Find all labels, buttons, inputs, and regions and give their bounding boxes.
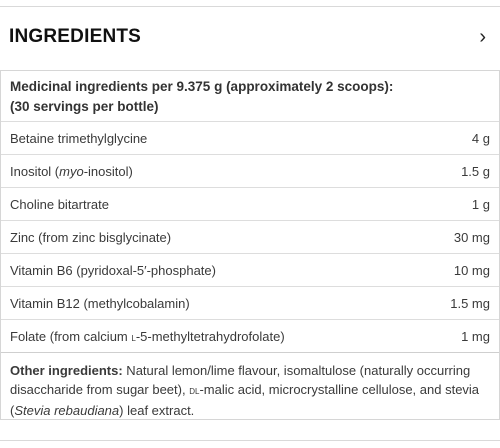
ingredient-name: Choline bitartrate (10, 196, 109, 212)
other-text: ) leaf extract. (119, 403, 195, 418)
name-part: Folate (from calcium (10, 328, 132, 344)
other-italic: Stevia rebaudiana (14, 403, 120, 418)
name-part: -inositol) (83, 163, 133, 179)
section-title: INGREDIENTS (9, 26, 142, 47)
name-smallcaps: l (131, 331, 136, 344)
ingredient-row-vitamin-b12 (1, 286, 499, 319)
name-part: -5-methyltetrahydrofolate) (135, 328, 285, 344)
ingredient-amount: 1.5 mg (450, 295, 490, 311)
ingredient-amount: 4 g (471, 130, 490, 146)
name-italic: myo (59, 163, 84, 179)
ingredients-panel (0, 70, 500, 420)
ingredient-row-inositol (1, 154, 499, 187)
ingredient-amount: 1 g (471, 196, 490, 212)
ingredient-name: Vitamin B6 (pyridoxal-5′-phosphate) (10, 262, 216, 278)
ingredient-name (10, 164, 133, 179)
ingredient-name: Zinc (from zinc bisglycinate) (10, 229, 172, 245)
ingredient-row-zinc (1, 220, 499, 253)
bottom-divider (0, 440, 500, 441)
ingredient-row-folate (1, 319, 499, 352)
chevron-right-icon[interactable]: › (479, 26, 486, 48)
ingredient-row-betaine (1, 121, 499, 154)
ingredient-amount: 1.5 g (461, 163, 490, 179)
intro-line-1: Medicinal ingredients per 9.375 g (approximately 2 scoops): (10, 79, 394, 94)
ingredient-amount: 10 mg (453, 262, 490, 278)
ingredient-row-vitamin-b6 (1, 253, 499, 286)
medicinal-intro (1, 71, 499, 121)
ingredient-name: Vitamin B12 (methylcobalamin) (10, 295, 190, 311)
ingredient-name (10, 329, 285, 344)
other-ingredients-label: Other ingredients: (10, 363, 123, 378)
ingredient-amount: 30 mg (453, 229, 490, 245)
name-part: Inositol ( (10, 163, 60, 179)
ingredient-row-choline (1, 187, 499, 220)
ingredient-name: Betaine trimethylglycine (10, 130, 148, 146)
other-smallcaps: dl (189, 385, 200, 397)
ingredient-amount: 1 mg (461, 328, 490, 344)
other-text: Natural lemon/lime flavour, isomaltulose (naturally occurring disaccharide from sugar beet), (10, 363, 471, 397)
ingredients-section-header[interactable] (0, 7, 500, 67)
other-text: -malic acid, microcrystalline cellulose, and stevia ( (10, 382, 480, 418)
other-ingredients (1, 352, 499, 420)
intro-line-2: (30 servings per bottle) (10, 99, 159, 114)
